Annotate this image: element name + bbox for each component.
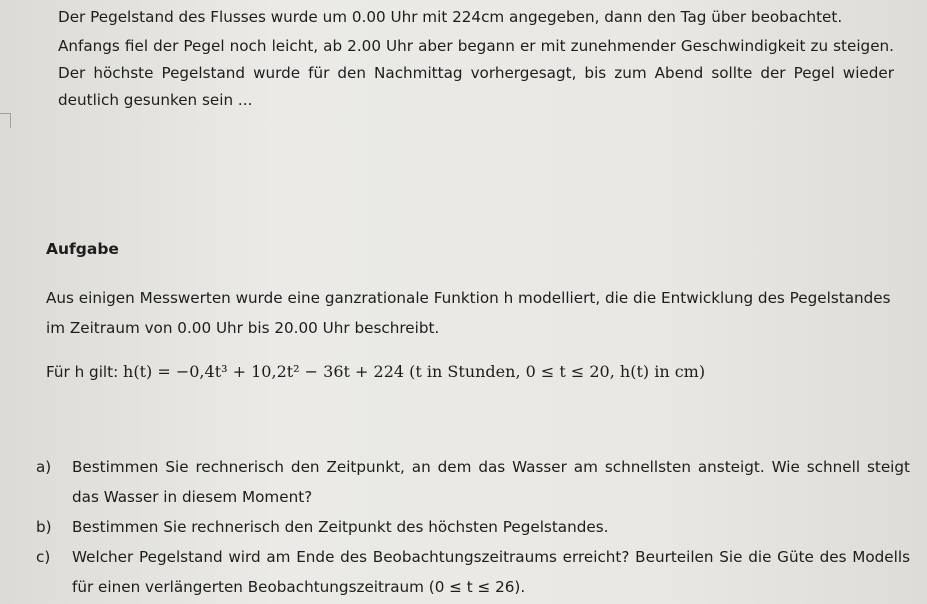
function-formula: h(t) = −0,4t³ + 10,2t² − 36t + 224 (t in Stunden, 0 ≤ t ≤ 20, h(t) in cm) — [123, 362, 706, 381]
question-list — [36, 452, 910, 602]
function-definition — [46, 362, 906, 381]
question-text: Bestimmen Sie rechnerisch den Zeitpunkt, an dem das Wasser am schnellsten ansteigt. Wie schnell steigt das Wasser in diesem Moment? — [72, 458, 910, 506]
intro-paragraph-2: Anfangs fiel der Pegel noch leicht, ab 2.00 Uhr aber begann er mit zunehmender Geschwindigkeit zu steigen. Der höchste Pegelstand wurde für den Nachmittag vorhergesagt, bis zum Abend sollte der Pegel wieder deutlich gesunken sein ... — [58, 37, 894, 109]
task-heading: Aufgabe — [46, 240, 119, 258]
task-description: Aus einigen Messwerten wurde eine ganzrationale Funktion h modelliert, die die Entwicklung des Pegelstandes im Zeitraum von 0.00 Uhr bis 20.00 Uhr beschreibt. — [46, 289, 891, 337]
question-marker: b) — [36, 518, 52, 536]
question-c — [36, 542, 910, 602]
formula-lead: Für h gilt: — [46, 363, 119, 381]
intro-text — [58, 4, 894, 114]
question-marker: a) — [36, 458, 52, 476]
margin-mark — [0, 113, 11, 128]
intro-paragraph-1: Der Pegelstand des Flusses wurde um 0.00 Uhr mit 224cm angegeben, dann den Tag über beobachtet. — [58, 8, 843, 26]
question-a — [36, 452, 910, 512]
question-text: Welcher Pegelstand wird am Ende des Beobachtungszeitraums erreicht? Beurteilen Sie die Güte des Modells für einen verlängerten Beobachtungszeitraum (0 ≤ t ≤ 26). — [72, 548, 910, 596]
question-b — [36, 512, 910, 542]
question-marker: c) — [36, 548, 51, 566]
question-text: Bestimmen Sie rechnerisch den Zeitpunkt des höchsten Pegelstandes. — [72, 518, 609, 536]
